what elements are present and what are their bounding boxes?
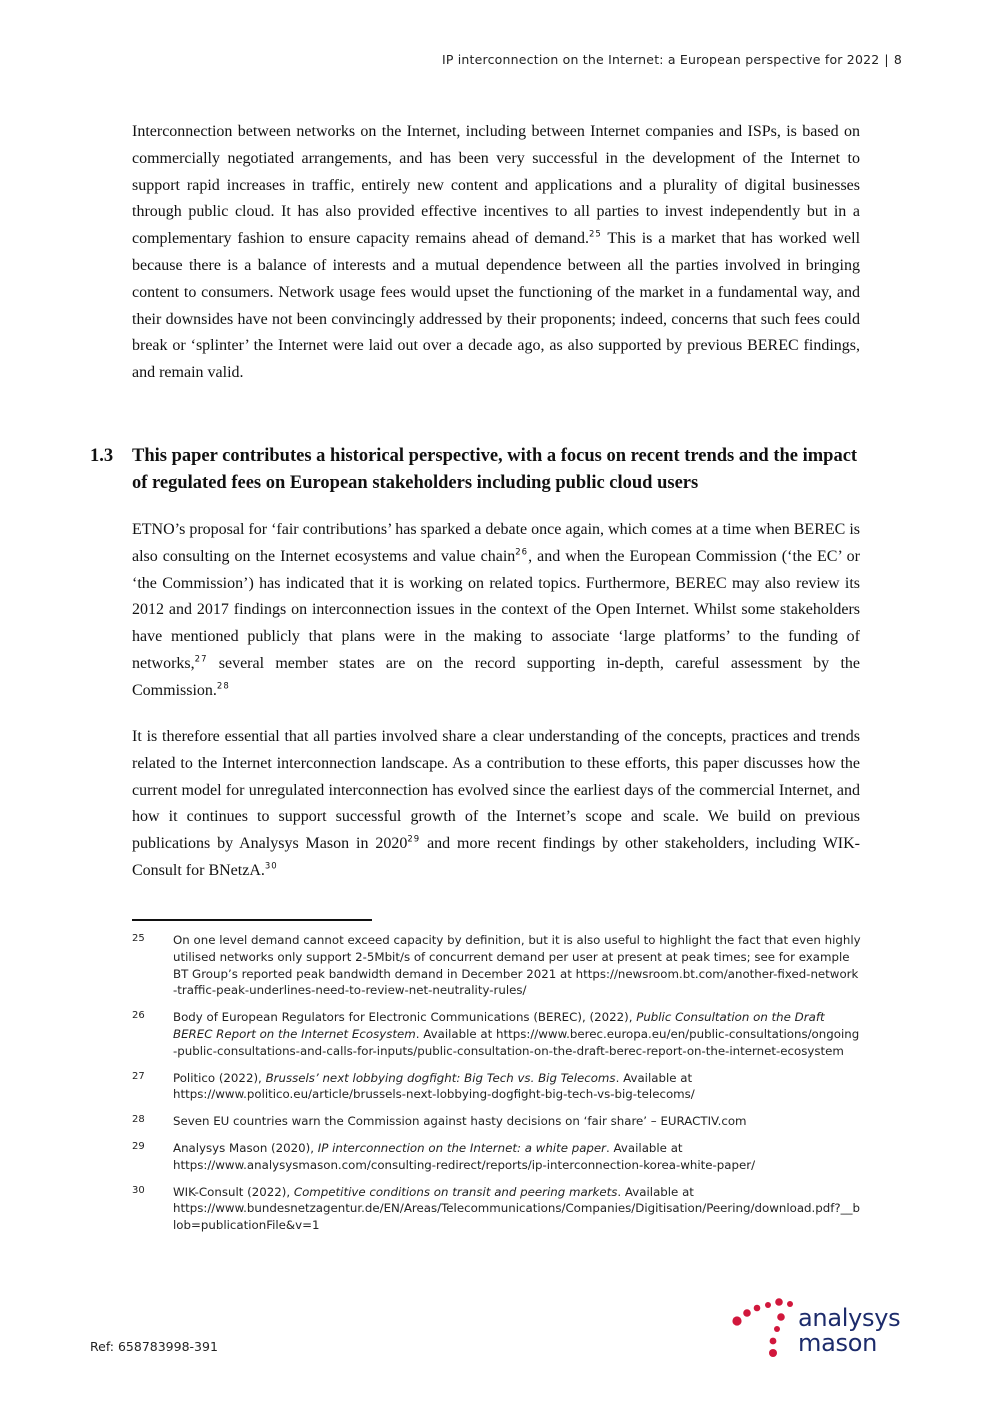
logo-dots-icon <box>732 1298 798 1360</box>
paragraph-text: Interconnection between networks on the Internet, including between Internet companies and ISPs, is based on commercially negotiated arrangements, and has been very successful in the development of the Internet to support rapid increases in traffic, entirely new content and applications and a plurality of digital businesses through public cloud. It has also provided effective incentives to all parties to invest independently but in a complementary fashion to ensure capacity remains ahead of demand. <box>132 123 860 248</box>
footnote-text <box>173 1009 862 1059</box>
paragraph-text: This is a market that has worked well because there is a balance of interests and a mutual dependence between all the parties involved in bringing content to consumers. Network usage fees would upset the functioning of the market in a fundamental way, and their downsides have not been convincingly addressed by their proponents; indeed, concerns that such fees could break or ‘splinter’ the Internet were laid out over a decade ago, as also supported by previous BEREC findings, and remain valid. <box>132 230 861 382</box>
paragraph-text: and more recent findings by other stakeholders, including WIK-Consult for BNetzA. <box>132 835 860 879</box>
section-title: This paper contributes a historical perspective, with a focus on recent trends and the impact of regulated fees on European stakeholders including public cloud users <box>132 446 858 493</box>
footnote-ref-27[interactable]: 27 <box>194 654 208 665</box>
footnote-body: Analysys Mason (2020), <box>173 1140 318 1155</box>
footnote-body: WIK-Consult (2022), <box>173 1184 294 1199</box>
footnote-ref-29[interactable]: 29 <box>407 834 421 845</box>
footnote-link[interactable]: https://www.politico.eu/article/brussels-next-lobbying-dogfight-big-tech-vs-big-telecoms/ <box>173 1087 695 1102</box>
analysys-mason-logo <box>732 1298 917 1360</box>
logo-word-mason: mason <box>798 1329 877 1357</box>
running-header <box>442 52 902 67</box>
footnote-number: 26 <box>132 1010 145 1022</box>
footnote-body: Body of European Regulators for Electronic Communications (BEREC), (2022), <box>173 1010 637 1025</box>
section-number: 1.3 <box>90 446 114 466</box>
footnote-link[interactable]: Seven EU countries warn the Commission against hasty decisions on ‘fair share’ – EURACTIV.com <box>173 1114 747 1129</box>
footnote-title: Competitive conditions on transit and peering markets <box>293 1184 618 1199</box>
footnote-body: . Available at <box>615 1070 693 1085</box>
footnote-link[interactable]: https://www.analysysmason.com/consulting-redirect/reports/ip-interconnection-korea-white-paper/ <box>173 1157 756 1172</box>
footnote-ref-26[interactable]: 26 <box>515 547 529 558</box>
footnote-28 <box>132 1113 862 1130</box>
paragraph-shared-understanding <box>132 724 860 885</box>
footnote-text <box>173 932 862 999</box>
paragraph-etno-proposal <box>132 517 860 705</box>
footnote-link[interactable]: https://www.bundesnetzagentur.de/EN/Areas/Telecommunications/Companies/Digitisation/Peering/download.pdf?__blob=publicationFile&v=1 <box>173 1201 860 1233</box>
paragraph-text: It is therefore essential that all parties involved share a clear understanding of the concepts, practices and trends related to the Internet interconnection landscape. As a contribution to these efforts, this paper discusses how the current model for unregulated interconnection has evolved since the earliest days of the commercial Internet, and how it continues to support successful growth of the Internet’s scope and scale. We build on previous publications by Analysys Mason in 2020 <box>132 728 860 853</box>
header-separator: | <box>884 52 889 67</box>
footnote-title: IP interconnection on the Internet: a white paper <box>317 1140 607 1155</box>
page-number: 8 <box>893 52 902 67</box>
footnote-body: . Available at <box>617 1184 694 1199</box>
footnote-divider <box>132 919 372 921</box>
footnote-title: Public Consultation on the Draft BEREC Report on the Internet Ecosystem <box>173 1010 825 1041</box>
paragraph-text: , and when the European Commission (‘the EC’ or ‘the Commission’) has indicated that it is working on related topics. Furthermore, BEREC may also review its 2012 and 2017 findings on interconnection issues in the context of the Open Internet. Whilst some stakeholders have mentioned publicly that plans were in the making to associate ‘large platforms’ to the funding of networks, <box>132 547 860 672</box>
paragraph-text: several member states are on the record supporting in-depth, careful assessment by the Commission. <box>132 654 860 699</box>
footnote-body: . Available at <box>606 1140 683 1155</box>
footnote-link[interactable]: https://newsroom.bt.com/another-fixed-network-traffic-peak-underlines-need-to-review-net-neutrality-rules/ <box>173 966 859 998</box>
document-reference: Ref: 658783998-391 <box>90 1339 218 1354</box>
logo-word-analysys: analysys <box>798 1304 901 1332</box>
footnote-ref-25[interactable]: 25 <box>589 229 602 240</box>
footnote-text <box>173 1113 862 1130</box>
header-title: IP interconnection on the Internet: a European perspective for 2022 <box>441 52 880 67</box>
footnote-body: Politico (2022), <box>173 1070 266 1085</box>
footnote-link[interactable]: https://www.berec.europa.eu/en/public-consultations/ongoing-public-consultations-and-calls-for-inputs/public-consultation-on-the-draft-berec-report-on-the-internet-ecosystem <box>173 1026 860 1058</box>
footnotes <box>132 932 862 1244</box>
footnote-number: 30 <box>132 1184 145 1196</box>
footnote-ref-28[interactable]: 28 <box>216 681 230 692</box>
footnote-number: 29 <box>132 1140 145 1152</box>
footnote-number: 28 <box>132 1114 145 1126</box>
footnote-text <box>173 1070 862 1104</box>
paragraph-interconnection <box>132 119 860 387</box>
section-heading <box>90 443 860 497</box>
footnote-body: . Available at <box>415 1026 496 1041</box>
footnote-text <box>173 1184 862 1234</box>
footnote-text <box>173 1140 862 1174</box>
footnote-number: 27 <box>132 1070 145 1082</box>
footnote-26 <box>132 1009 862 1059</box>
footnote-29 <box>132 1140 862 1174</box>
footnote-body: On one level demand cannot exceed capacity by definition, but it is also useful to highlight the fact that even highly utilised networks only support 2-5Mbit/s of concurrent demand per user at present at peak times; see for example BT Group’s reported peak bandwidth demand in December 2021 at <box>173 933 861 981</box>
footnote-title: Brussels’ next lobbying dogfight: Big Tech vs. Big Telecoms <box>265 1070 616 1085</box>
footnote-25 <box>132 932 862 999</box>
footnote-27 <box>132 1070 862 1104</box>
footnote-number: 25 <box>132 933 145 944</box>
footnote-30 <box>132 1184 862 1234</box>
paragraph-text: ETNO’s proposal for ‘fair contributions’ has sparked a debate once again, which comes at a time when BEREC is also consulting on the Internet ecosystems and value chain <box>132 521 860 565</box>
footnote-ref-30[interactable]: 30 <box>264 861 278 872</box>
